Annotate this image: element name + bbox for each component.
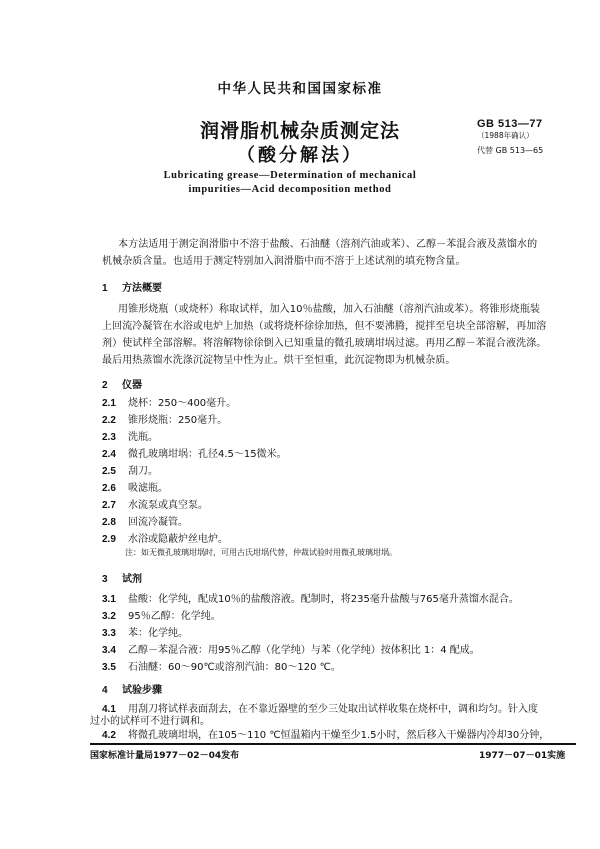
item-number: 3.1 [102, 594, 116, 605]
list-item [102, 479, 168, 494]
item-text: 回流冷凝管。 [128, 517, 188, 528]
document-title: 润滑脂机械杂质测定法 [199, 120, 400, 142]
english-title-line-2: impurities—Acid decomposition method [188, 184, 392, 195]
national-standard-header: 中华人民共和国国家标准 [217, 81, 383, 97]
confirmation-year: （1988年确认） [477, 131, 534, 140]
item-text: 洗瓶。 [128, 432, 158, 443]
section-title: 试剂 [122, 574, 142, 585]
item-number: 2.1 [102, 398, 116, 409]
section-number: 4 [102, 685, 108, 696]
list-item-continuation [90, 712, 210, 727]
footer-divider [90, 743, 576, 745]
item-number: 3.2 [102, 611, 116, 622]
section-1-line: 上回流冷凝管在水浴或电炉上加热（或将烧杯徐徐加热，但不要沸腾，搅拌至皂块全部溶解，再加溶 [102, 321, 547, 332]
document-subtitle: （酸分解法） [237, 145, 363, 166]
section-number: 1 [102, 283, 108, 294]
list-item [102, 513, 188, 528]
item-text: 水浴或隐蔽炉丝电炉。 [128, 534, 228, 545]
item-text: 盐酸：化学纯，配成10％的盐酸溶液。配制时，将235毫升盐酸与765毫升蒸馏水混合。 [128, 594, 519, 605]
item-number: 2.4 [102, 449, 116, 460]
item-text: 水流泵或真空泵。 [128, 500, 208, 511]
effective-date: 1977－07－01实施 [479, 751, 566, 761]
item-text: 烧杯：250～400毫升。 [128, 398, 237, 409]
standard-number: GB 513—77 [477, 118, 543, 130]
item-number: 3.5 [102, 662, 116, 673]
item-number: 2.7 [102, 500, 116, 511]
list-item [102, 530, 228, 545]
item-text: 用刮刀将试样表面刮去，在不靠近器壁的至少三处取出试样收集在烧杯中，调和均匀。针入度 [128, 704, 538, 715]
list-item [102, 607, 221, 622]
section-title: 方法概要 [122, 283, 162, 294]
item-text: 吸滤瓶。 [128, 483, 168, 494]
list-item [102, 394, 236, 409]
item-text: 乙醇－苯混合液：用95％乙醇（化学纯）与苯（化学纯）按体积比 1：4 配成。 [128, 645, 480, 656]
section-1-line: 用锥形烧瓶（或烧杯）称取试样，加入10％盐酸，加入石油醚（溶剂汽油或苯）。将锥形烧瓶装 [118, 304, 541, 315]
item-number: 2.6 [102, 483, 116, 494]
item-number: 4.2 [102, 730, 116, 741]
item-number: 3.4 [102, 645, 116, 656]
item-text: 将微孔玻璃坩埚，在105～110 ℃恒温箱内干燥至少1.5小时，然后移入干燥器内冷却30分钟， [128, 730, 550, 741]
item-text: 微孔玻璃坩埚：孔径4.5～15微米。 [128, 449, 287, 460]
item-number: 4.1 [102, 704, 116, 715]
issue-date: 国家标准计量局1977－02－04发布 [90, 751, 240, 761]
list-item [102, 590, 519, 605]
item-text: 95％乙醇：化学纯。 [128, 611, 221, 622]
section-heading-1 [102, 279, 162, 294]
section-1-line: 剂）使试样全部溶解。将溶解物徐徐倒入已知重量的微孔玻璃坩埚过滤。再用乙醇－苯混合液洗涤。 [102, 338, 547, 349]
section-heading-2 [102, 376, 142, 391]
list-item [102, 462, 158, 477]
item-number: 2.9 [102, 534, 116, 545]
list-item [102, 445, 287, 460]
item-number: 3.3 [102, 628, 116, 639]
list-item [102, 411, 227, 426]
item-text: 锥形烧瓶：250毫升。 [128, 415, 228, 426]
replaces-standard: 代替 GB 513—65 [477, 146, 544, 155]
section-heading-4 [102, 681, 162, 696]
list-item [102, 641, 480, 656]
list-item [102, 428, 158, 443]
section-number: 3 [102, 574, 108, 585]
item-number: 2.2 [102, 415, 116, 426]
item-number: 2.3 [102, 432, 116, 443]
section-heading-3 [102, 570, 142, 585]
item-text: 刮刀。 [128, 466, 158, 477]
english-title-line-1: Lubricating grease—Determination of mechanical [163, 170, 417, 181]
list-item [102, 624, 188, 639]
intro-line: 本方法适用于测定润滑脂中不溶于盐酸、石油醚（溶剂汽油或苯）、乙醇－苯混合液及蒸馏水的 [118, 239, 538, 250]
section-number: 2 [102, 380, 108, 391]
section-1-line: 最后用热蒸馏水洗涤沉淀物呈中性为止。烘干至恒重，此沉淀物即为机械杂质。 [102, 355, 456, 366]
section-title: 试验步骤 [122, 685, 162, 696]
intro-line: 机械杂质含量。也适用于测定特别加入润滑脂中而不溶于上述试剂的填充物含量。 [102, 256, 466, 267]
section-title: 仪器 [122, 380, 142, 391]
list-item [102, 726, 549, 741]
item-text: 石油醚：60～90℃或溶剂汽油：80～120 ℃。 [128, 662, 341, 673]
section-2-note: 注：如无微孔玻璃坩埚时，可用古氏坩埚代替，仲裁试验时用微孔玻璃坩埚。 [125, 548, 397, 557]
list-item [102, 658, 341, 673]
item-number: 2.8 [102, 517, 116, 528]
item-text: 苯：化学纯。 [128, 628, 188, 639]
list-item [102, 496, 208, 511]
item-number: 2.5 [102, 466, 116, 477]
item-text: 过小的试样可不进行调和。 [90, 716, 210, 727]
